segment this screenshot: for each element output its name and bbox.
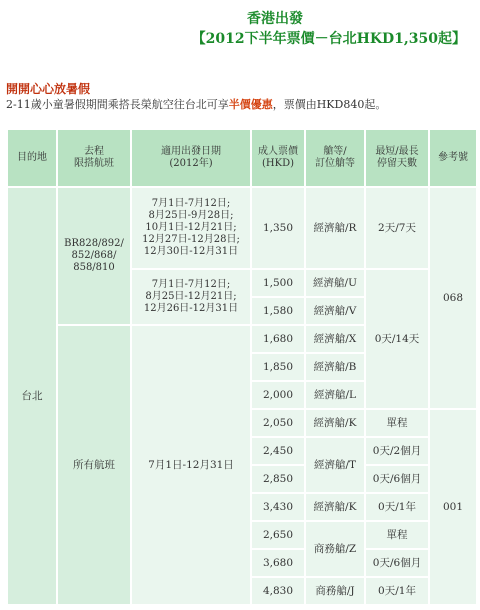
cell-route-a: BR828/892/ 852/868/ 858/810 [58,188,130,324]
cell-stay: 0天/14天 [366,270,428,408]
cell-destination: 台北 [8,188,56,604]
cell-reference-a: 068 [430,188,476,408]
header-reference: 參考號 [430,130,476,186]
cell-fare: 1,350 [252,188,304,268]
cell-class: 經濟艙/L [306,382,364,408]
promo-highlight: 半價優惠 [228,98,273,111]
cell-stay: 0天/6個月 [366,466,428,492]
cell-fare: 3,430 [252,494,304,520]
cell-stay: 單程 [366,410,428,436]
cell-stay: 0天/1年 [366,578,428,604]
promo-text-before: 2-11歲小童暑假期間乘搭長榮航空往台北可享 [6,98,229,111]
cell-fare: 1,680 [252,326,304,352]
header-travel-dates: 適用出發日期 (2012年) [132,130,250,186]
promo-heading: 開開心心放暑假 [6,82,91,96]
page-subtitle: 【2012下半年票價－台北HKD1,350起】 [191,31,466,47]
promo-text-after: ，票價由HKD840起。 [272,98,387,111]
cell-class: 經濟艙/X [306,326,364,352]
cell-stay: 0天/1年 [366,494,428,520]
cell-class: 商務艙/J [306,578,364,604]
cell-stay: 0天/2個月 [366,438,428,464]
header-class: 艙等/ 訂位艙等 [306,130,364,186]
cell-class: 經濟艙/T [306,438,364,492]
fare-table [6,128,478,606]
cell-class: 經濟艙/K [306,410,364,436]
cell-class: 經濟艙/B [306,354,364,380]
cell-fare: 3,680 [252,550,304,576]
cell-dates-a: 7月1日-7月12日; 8月25日-9月28日; 10月1日-12月21日; 12月27日-12月28日; 12月30日-12月31日 [132,188,250,268]
cell-stay: 單程 [366,522,428,548]
cell-reference-b: 001 [430,410,476,604]
cell-fare: 4,830 [252,578,304,604]
cell-fare: 1,580 [252,298,304,324]
cell-stay: 2天/7天 [366,188,428,268]
cell-stay: 0天/6個月 [366,550,428,576]
cell-class: 經濟艙/V [306,298,364,324]
header-adult-fare: 成人票價 (HKD) [252,130,304,186]
cell-dates-c: 7月1日-12月31日 [132,326,250,604]
cell-fare: 1,500 [252,270,304,296]
cell-class: 商務艙/Z [306,522,364,576]
cell-dates-b: 7月1日-7月12日; 8月25日-12月21日; 12月26日-12月31日 [132,270,250,324]
page-title: 香港出發 [247,11,303,27]
promo-text [6,96,386,112]
cell-fare: 2,850 [252,466,304,492]
cell-class: 經濟艙/R [306,188,364,268]
cell-class: 經濟艙/K [306,494,364,520]
cell-fare: 2,000 [252,382,304,408]
cell-route-b: 所有航班 [58,326,130,604]
cell-fare: 2,050 [252,410,304,436]
table-row [8,188,476,268]
cell-class: 經濟艙/U [306,270,364,296]
header-destination: 目的地 [8,130,56,186]
cell-fare: 2,450 [252,438,304,464]
header-route: 去程 限搭航班 [58,130,130,186]
cell-fare: 2,650 [252,522,304,548]
table-header-row [8,130,476,186]
cell-fare: 1,850 [252,354,304,380]
header-stay: 最短/最長 停留天數 [366,130,428,186]
